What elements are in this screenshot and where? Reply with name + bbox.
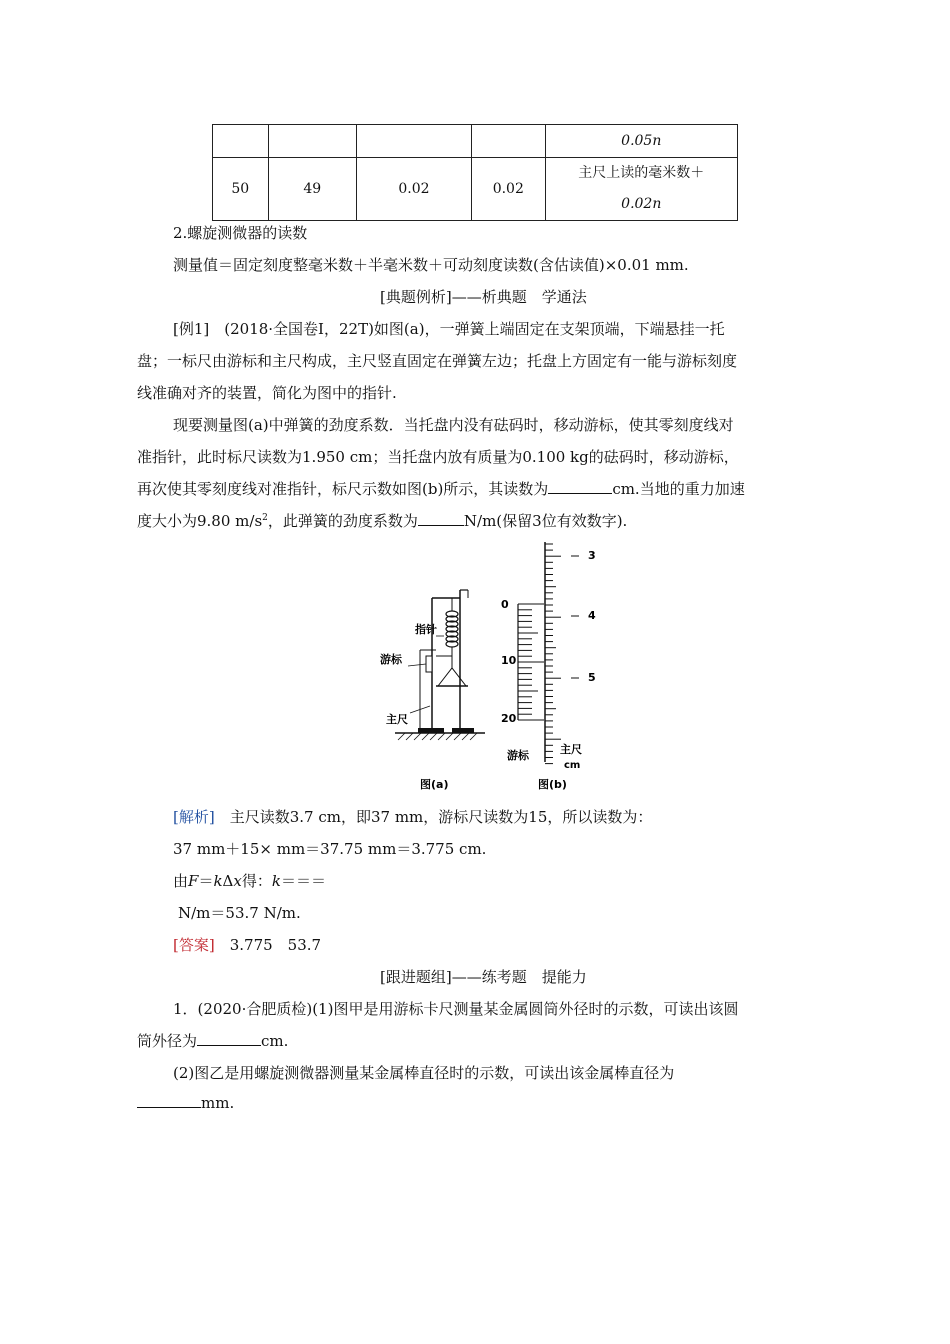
question-line	[137, 1094, 234, 1112]
example-text: 再次使其零刻度线对准指针，标尺示数如图(b)所示，其读数为	[137, 480, 549, 498]
reference-table	[212, 124, 738, 221]
example-line: 现要测量图(a)中弹簧的劲度系数．当托盘内没有砝码时，移动游标，使其零刻度线对	[173, 416, 734, 434]
vernier-scale-ticks	[518, 604, 544, 720]
example-text: N/m(保留3位有效数字).	[463, 512, 628, 530]
label-main-b: 主尺	[560, 743, 582, 756]
superscript: 2	[262, 513, 268, 523]
label-main-a: 主尺	[386, 713, 408, 726]
label-vernier-a: 游标	[380, 653, 402, 666]
caption-a: 图(a)	[420, 778, 449, 791]
question-text: mm.	[201, 1094, 235, 1112]
table-cell: 0.02	[356, 158, 471, 221]
figure-spring-vernier	[380, 538, 610, 798]
example-line	[173, 318, 725, 339]
vernier-tick-label-0: 0	[501, 598, 509, 611]
solution-text: Δ	[222, 872, 234, 890]
cell-line: 0.02n	[621, 196, 662, 212]
figure-a	[380, 590, 485, 791]
example-text: (2018·全国卷Ⅰ，22T)如图(a)，一弹簧上端固定在支架顶端，下端悬挂一托	[224, 320, 725, 338]
cell-line: 主尺上读的毫米数＋	[578, 165, 705, 181]
main-scale-ticks	[545, 544, 579, 764]
solution-line: 37 mm＋15× mm＝37.75 mm＝3.775 cm.	[173, 840, 487, 858]
table-cell	[356, 125, 471, 158]
table-cell	[545, 158, 737, 221]
question-text: cm.	[261, 1032, 289, 1050]
example-line: 盘；一标尺由游标和主尺构成，主尺竖直固定在弹簧左边；托盘上方固定有一能与游标刻度	[137, 352, 738, 370]
table-cell: 0.02	[472, 158, 546, 221]
question-line	[137, 1030, 288, 1051]
main-tick-label-5: 5	[588, 671, 596, 684]
table-row	[213, 125, 738, 158]
label-unit-cm: cm	[564, 760, 581, 771]
solution-text: 由	[173, 872, 189, 890]
main-tick-label-4: 4	[588, 609, 596, 622]
example-text: cm.当地的重力加速	[612, 480, 745, 498]
example-line	[137, 478, 745, 499]
label-vernier-b: 游标	[507, 749, 529, 762]
example-text: 度大小为9.80 m/s	[137, 512, 263, 530]
answer-tag: [答案]	[173, 936, 215, 954]
main-tick-label-3: 3	[588, 549, 596, 562]
answer-blank	[418, 513, 464, 526]
example-tag: [例1]	[173, 320, 210, 338]
example-header: [典题例析]——析典题 学通法	[380, 288, 587, 306]
answer-value: 3.775 53.7	[229, 936, 322, 954]
formula-text: 测量值＝固定刻度整毫米数＋半毫米数＋可动刻度读数(含估读值)×0.01 mm.	[173, 256, 689, 274]
answer-blank	[197, 1033, 261, 1046]
example-text: ，此弹簧的劲度系数为	[267, 512, 418, 530]
solution-tag: [解析]	[173, 808, 215, 826]
answer-blank	[137, 1095, 201, 1108]
practice-header: [跟进题组]——练考题 提能力	[380, 968, 587, 986]
var-k: k	[271, 872, 281, 890]
table-cell: 50	[213, 158, 269, 221]
vernier-tick-label-20: 20	[501, 712, 517, 725]
table-cell: 49	[268, 158, 356, 221]
var-k: k	[213, 872, 223, 890]
figure-b	[501, 542, 596, 791]
table-cell: 0.05n	[545, 125, 737, 158]
example-line: 准指针，此时标尺读数为1.950 cm；当托盘内放有质量为0.100 kg的砝码时，移动游标，	[137, 448, 739, 466]
solution-line	[173, 870, 326, 891]
solution-text: 主尺读数3.7 cm，即37 mm，游标尺读数为15，所以读数为：	[229, 808, 653, 826]
solution-line: N/m＝53.7 N/m.	[178, 904, 301, 922]
var-x: x	[233, 872, 242, 890]
question-line: (2)图乙是用螺旋测微器测量某金属棒直径时的示数，可读出该金属棒直径为	[173, 1064, 675, 1082]
table-cell	[472, 125, 546, 158]
answer-blank	[548, 481, 612, 494]
label-pointer: 指针	[415, 623, 437, 636]
answer-line	[173, 934, 321, 955]
example-line: 线准确对齐的装置，简化为图中的指针.	[137, 384, 397, 402]
solution-line	[173, 806, 652, 827]
section-heading: 2.螺旋测微器的读数	[173, 224, 308, 242]
solution-text: ＝	[198, 872, 214, 890]
var-F: F	[188, 872, 199, 890]
table-cell	[268, 125, 356, 158]
question-text: 筒外径为	[137, 1032, 198, 1050]
vernier-tick-label-10: 10	[501, 654, 517, 667]
caption-b: 图(b)	[538, 778, 567, 791]
example-line	[137, 510, 627, 531]
solution-text: ＝＝＝	[280, 872, 326, 890]
table-row	[213, 158, 738, 221]
question-line: 1．(2020·合肥质检)(1)图甲是用游标卡尺测量某金属圆筒外径时的示数，可读出该圆	[173, 1000, 739, 1018]
table-cell	[213, 125, 269, 158]
solution-text: 得：	[241, 872, 272, 890]
